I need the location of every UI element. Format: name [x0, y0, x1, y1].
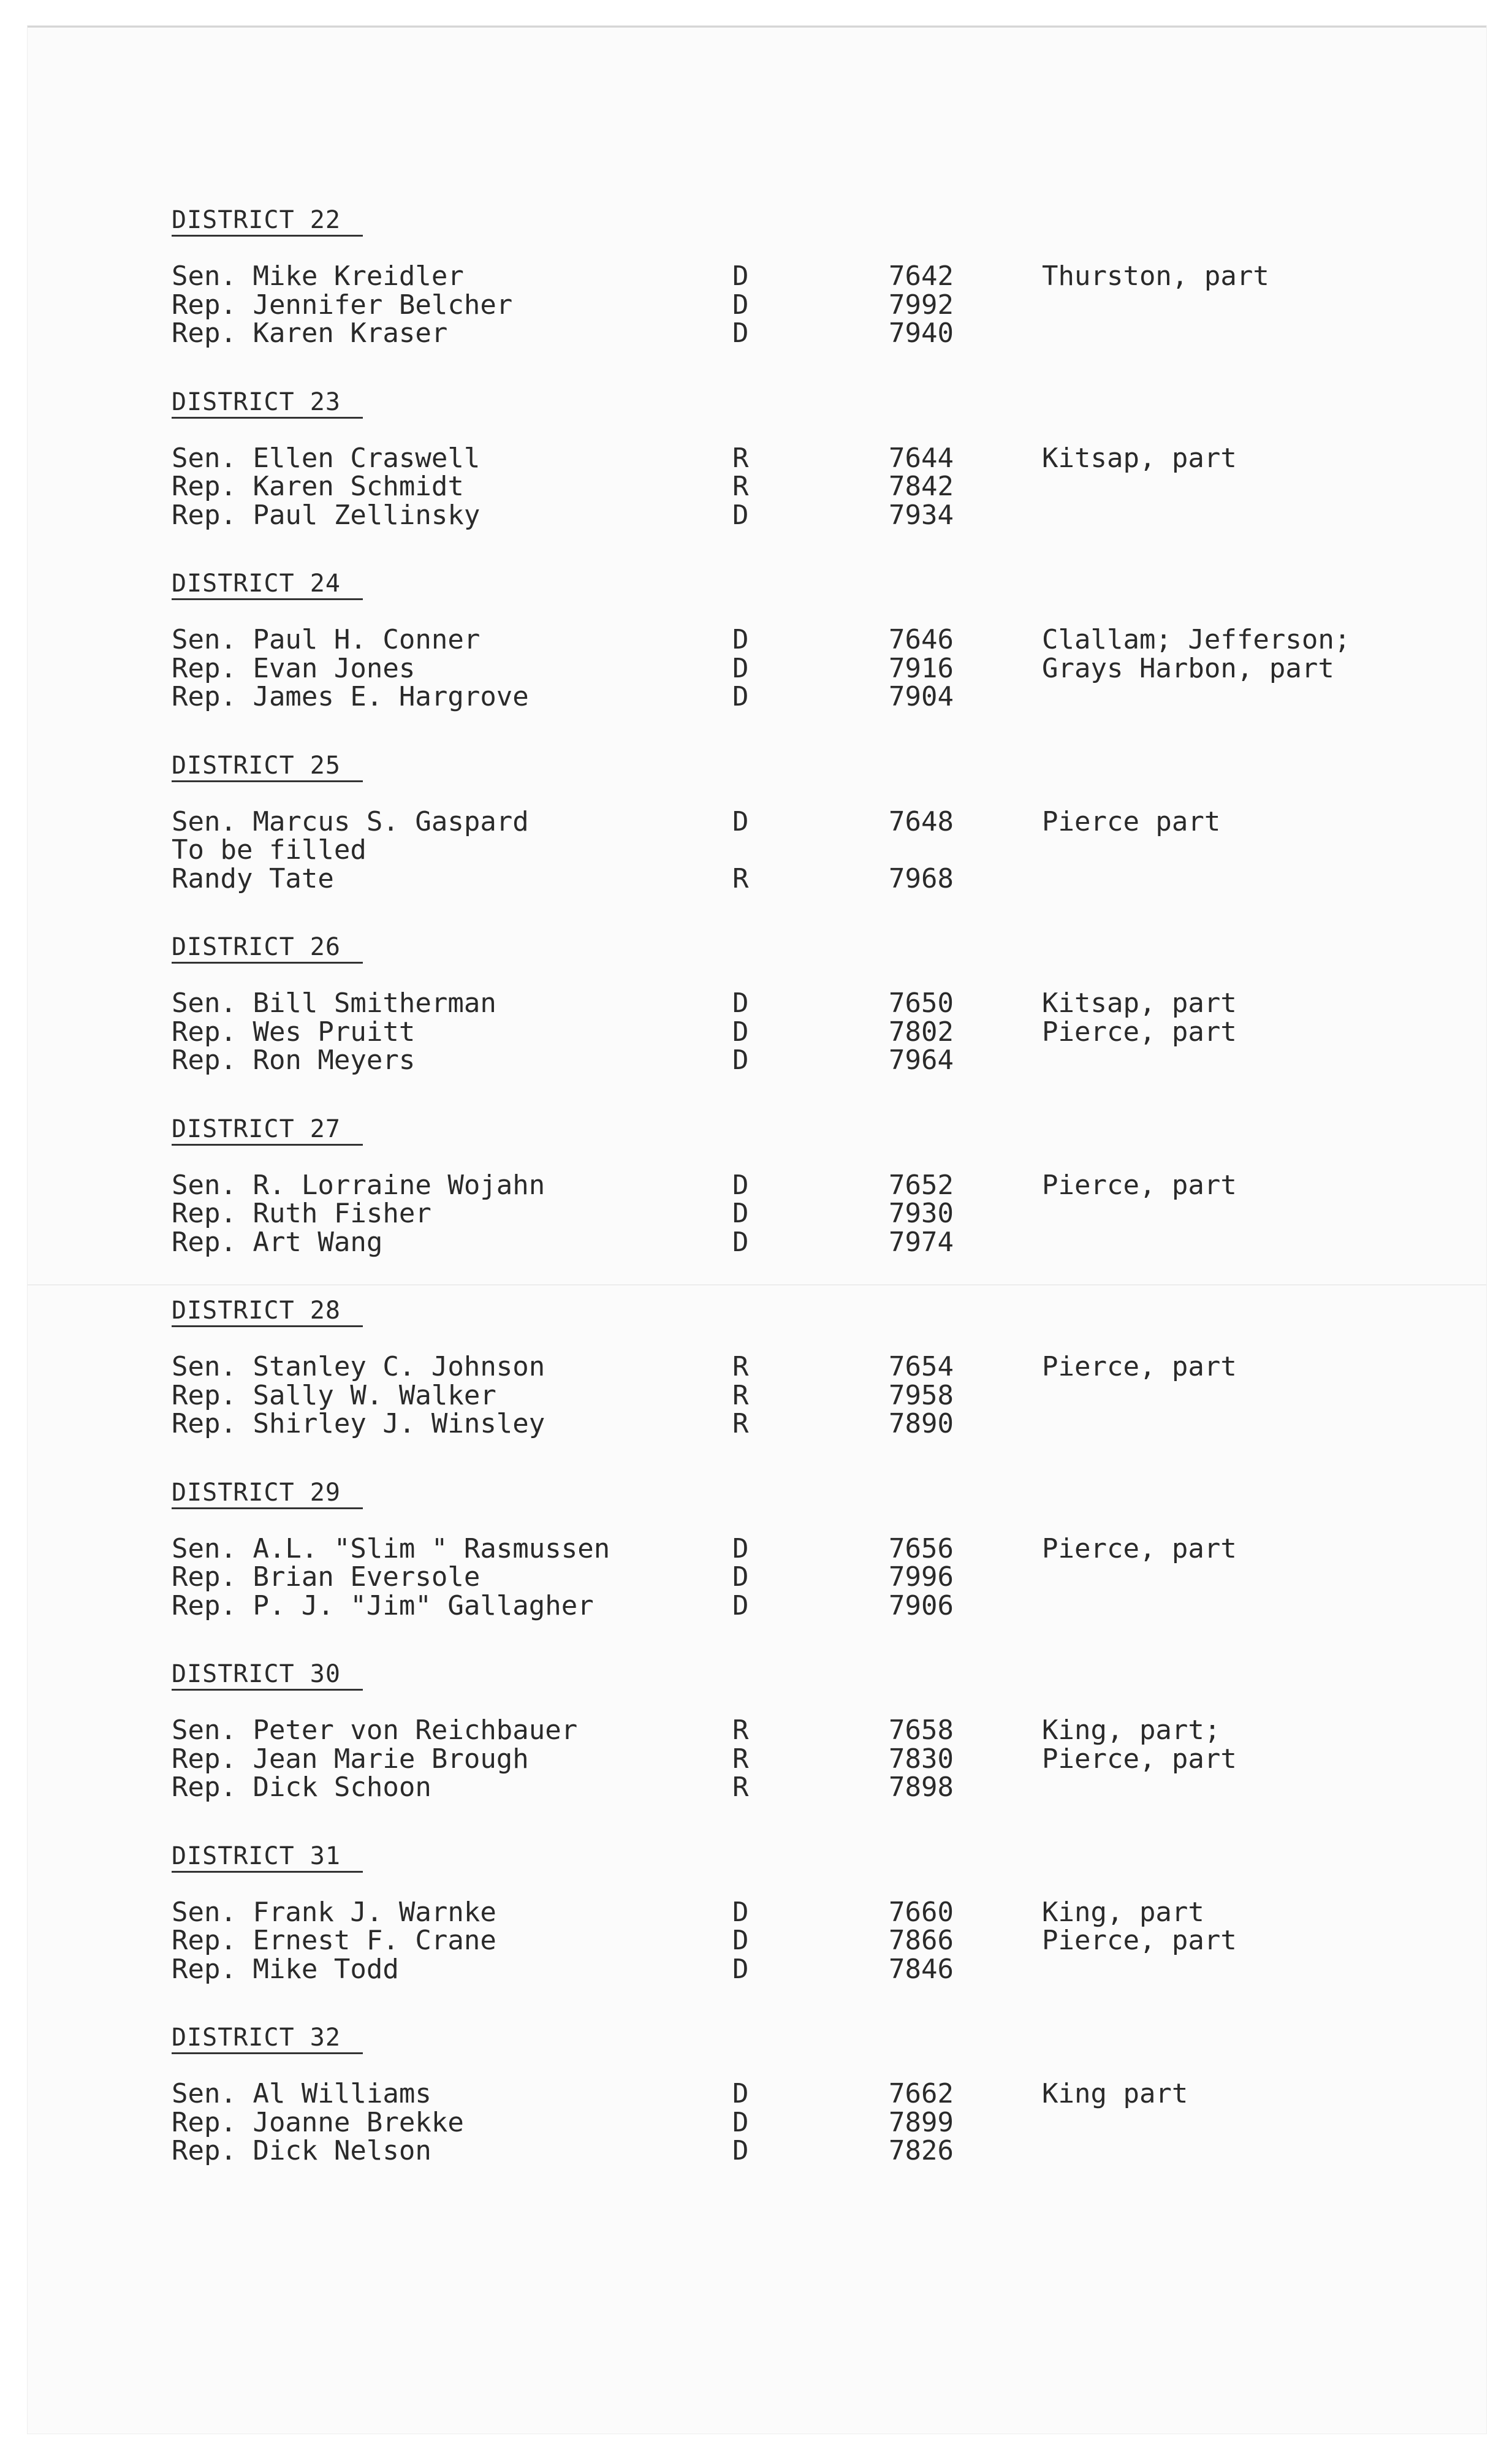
member-name: Rep. Ruth Fisher: [172, 1198, 431, 1229]
member-name: Rep. Jennifer Belcher: [172, 289, 513, 321]
member-row: [172, 1532, 1428, 1564]
member-county: Kitsap, part: [1042, 442, 1237, 474]
member-county: Pierce, part: [1042, 1743, 1237, 1775]
district-heading: DISTRICT 28: [172, 1296, 363, 1327]
member-phone: 7996: [889, 1561, 954, 1593]
member-name: Sen. Al Williams: [172, 2078, 431, 2109]
member-name: To be filled: [172, 834, 367, 866]
member-row: [172, 989, 1428, 1018]
member-county: Pierce, part: [1042, 1169, 1237, 1201]
member-name: Sen. Paul H. Conner: [172, 624, 481, 655]
member-party: D: [732, 652, 749, 684]
district-section: [172, 1296, 1428, 1439]
member-county: [1042, 2137, 1385, 2166]
district-heading: DISTRICT 25: [172, 751, 363, 782]
member-party: D: [732, 2106, 749, 2138]
member-party: D: [732, 1532, 749, 1564]
member-row: [172, 2080, 1428, 2109]
member-county: King, part;: [1042, 1715, 1221, 1746]
member-phone: 7830: [889, 1743, 954, 1775]
member-party: R: [732, 1743, 749, 1775]
district-section: [172, 1841, 1428, 1984]
district-section: [172, 1478, 1428, 1621]
member-county: [1042, 291, 1385, 320]
member-name: Sen. A.L. "Slim " Rasmussen: [172, 1532, 610, 1564]
member-phone: 7890: [889, 1408, 954, 1439]
member-name: Randy Tate: [172, 862, 334, 894]
member-county: King part: [1042, 2078, 1188, 2109]
member-phone: 7662: [889, 2078, 954, 2109]
member-row: [172, 473, 1428, 501]
member-name: Rep. Paul Zellinsky: [172, 499, 481, 531]
member-county: [1042, 1228, 1385, 1257]
member-name: Rep. Brian Eversole: [172, 1561, 481, 1593]
district-section: [172, 932, 1428, 1075]
member-county: [1042, 1200, 1385, 1228]
member-county: [1042, 2109, 1385, 2138]
member-phone: 7802: [889, 1016, 954, 1048]
member-name: Sen. Frank J. Warnke: [172, 1896, 496, 1928]
member-phone: 7646: [889, 624, 954, 655]
member-county: King, part: [1042, 1896, 1204, 1928]
member-row: [172, 2137, 1428, 2166]
member-row: [172, 2106, 1428, 2138]
member-party: R: [732, 1379, 749, 1411]
district-heading: DISTRICT 23: [172, 387, 363, 419]
member-row: [172, 319, 1428, 348]
member-phone: 7916: [889, 652, 954, 684]
member-party: D: [732, 2135, 749, 2166]
district-section: [172, 1114, 1428, 1257]
member-party: R: [732, 471, 749, 502]
member-party: D: [732, 805, 749, 837]
member-row: [172, 1171, 1428, 1200]
member-name: Rep. P. J. "Jim" Gallagher: [172, 1590, 594, 1621]
member-row: [172, 444, 1428, 473]
member-party: R: [732, 1715, 749, 1746]
member-county: [1042, 865, 1385, 894]
district-heading: DISTRICT 29: [172, 1478, 363, 1509]
member-phone: [889, 836, 1042, 865]
member-name: Rep. Wes Pruitt: [172, 1016, 416, 1048]
member-phone: 7866: [889, 1925, 954, 1956]
member-row: [172, 805, 1428, 837]
member-row: [172, 862, 1428, 894]
member-phone: 7934: [889, 499, 954, 531]
member-county: [1042, 1773, 1385, 1802]
district-heading: DISTRICT 22: [172, 205, 363, 237]
member-name: Rep. Sally W. Walker: [172, 1379, 496, 1411]
member-phone: 7930: [889, 1198, 954, 1229]
member-name: Rep. Art Wang: [172, 1226, 383, 1258]
member-name: Sen. Marcus S. Gaspard: [172, 805, 529, 837]
member-name: Rep. Ron Meyers: [172, 1045, 416, 1076]
member-county: Clallam; Jefferson;: [1042, 624, 1351, 655]
member-county: [1042, 836, 1385, 865]
member-row: [172, 1379, 1428, 1411]
member-county: [1042, 1410, 1385, 1439]
member-phone: 7648: [889, 805, 954, 837]
member-name: Rep. Dick Nelson: [172, 2135, 431, 2166]
district-heading: DISTRICT 26: [172, 932, 363, 964]
member-phone: 7650: [889, 988, 954, 1019]
member-party: [732, 836, 889, 865]
district-heading: DISTRICT 30: [172, 1659, 363, 1691]
member-row: [172, 836, 1428, 865]
district-heading: DISTRICT 24: [172, 569, 363, 600]
member-county: Pierce, part: [1042, 1925, 1237, 1956]
member-county: Pierce part: [1042, 805, 1221, 837]
member-name: Rep. Joanne Brekke: [172, 2106, 464, 2138]
member-party: R: [732, 1772, 749, 1803]
member-county: [1042, 473, 1385, 501]
member-name: Rep. James E. Hargrove: [172, 681, 529, 712]
member-name: Rep. Mike Todd: [172, 1953, 399, 1985]
member-phone: 7968: [889, 862, 954, 894]
district-heading: DISTRICT 32: [172, 2023, 363, 2054]
member-phone: 7826: [889, 2135, 954, 2166]
member-county: Kitsap, part: [1042, 988, 1237, 1019]
member-county: [1042, 1382, 1385, 1411]
member-row: [172, 1353, 1428, 1382]
member-name: Rep. Ernest F. Crane: [172, 1925, 496, 1956]
member-party: R: [732, 1351, 749, 1382]
member-phone: 7904: [889, 681, 954, 712]
member-phone: 7964: [889, 1045, 954, 1076]
member-name: Sen. Bill Smitherman: [172, 988, 496, 1019]
member-party: R: [732, 442, 749, 474]
district-section: [172, 1659, 1428, 1802]
district-section: [172, 751, 1428, 894]
member-name: Rep. Shirley J. Winsley: [172, 1408, 545, 1439]
member-row: [172, 262, 1428, 291]
member-party: D: [732, 1226, 749, 1258]
member-phone: 7656: [889, 1532, 954, 1564]
member-row: [172, 1018, 1428, 1047]
member-phone: 7642: [889, 261, 954, 292]
member-phone: 7846: [889, 1953, 954, 1985]
member-row: [172, 1955, 1428, 1984]
member-county: [1042, 319, 1385, 348]
member-county: Pierce, part: [1042, 1351, 1237, 1382]
member-phone: 7958: [889, 1379, 954, 1411]
member-party: D: [732, 1045, 749, 1076]
member-row: [172, 1410, 1428, 1439]
member-party: D: [732, 624, 749, 655]
member-row: [172, 291, 1428, 320]
member-phone: 7899: [889, 2106, 954, 2138]
member-name: Sen. Mike Kreidler: [172, 261, 464, 292]
member-row: [172, 501, 1428, 530]
member-name: Rep. Karen Kraser: [172, 318, 448, 349]
member-phone: 7658: [889, 1715, 954, 1746]
member-name: Sen. Peter von Reichbauer: [172, 1715, 578, 1746]
district-section: [172, 569, 1428, 712]
member-party: D: [732, 499, 749, 531]
member-county: [1042, 1955, 1385, 1984]
member-party: D: [732, 261, 749, 292]
member-row: [172, 1927, 1428, 1955]
member-row: [172, 683, 1428, 712]
member-county: [1042, 683, 1385, 712]
member-phone: 7652: [889, 1169, 954, 1201]
member-party: D: [732, 1896, 749, 1928]
member-party: D: [732, 318, 749, 349]
member-phone: 7654: [889, 1351, 954, 1382]
member-county: [1042, 501, 1385, 530]
member-name: Rep. Dick Schoon: [172, 1772, 431, 1803]
member-party: R: [732, 1408, 749, 1439]
member-row: [172, 1716, 1428, 1745]
member-party: D: [732, 1169, 749, 1201]
member-phone: 7898: [889, 1772, 954, 1803]
member-party: D: [732, 1925, 749, 1956]
member-row: [172, 1228, 1428, 1257]
district-heading: DISTRICT 27: [172, 1114, 363, 1146]
member-party: D: [732, 1561, 749, 1593]
member-county: [1042, 1592, 1385, 1621]
member-party: D: [732, 988, 749, 1019]
member-phone: 7906: [889, 1590, 954, 1621]
member-name: Rep. Karen Schmidt: [172, 471, 464, 502]
member-name: Sen. R. Lorraine Wojahn: [172, 1169, 545, 1201]
district-directory: [172, 205, 1428, 2205]
member-row: [172, 1046, 1428, 1075]
member-county: Thurston, part: [1042, 261, 1269, 292]
member-phone: 7992: [889, 289, 954, 321]
member-phone: 7974: [889, 1226, 954, 1258]
member-county: Pierce, part: [1042, 1532, 1237, 1564]
member-party: D: [732, 681, 749, 712]
district-section: [172, 2023, 1428, 2166]
member-party: D: [732, 1016, 749, 1048]
member-party: D: [732, 1590, 749, 1621]
member-row: [172, 652, 1428, 684]
member-name: Rep. Evan Jones: [172, 652, 416, 684]
member-row: [172, 1898, 1428, 1927]
member-party: D: [732, 1953, 749, 1985]
district-heading: DISTRICT 31: [172, 1841, 363, 1873]
member-name: Sen. Ellen Craswell: [172, 442, 481, 474]
member-name: Sen. Stanley C. Johnson: [172, 1351, 545, 1382]
member-row: [172, 626, 1428, 655]
member-party: D: [732, 1198, 749, 1229]
member-phone: 7842: [889, 471, 954, 502]
district-section: [172, 387, 1428, 530]
member-row: [172, 1200, 1428, 1228]
member-row: [172, 1773, 1428, 1802]
member-row: [172, 1745, 1428, 1774]
district-section: [172, 205, 1428, 348]
member-party: D: [732, 2078, 749, 2109]
member-party: R: [732, 862, 749, 894]
paper-sheet: [28, 26, 1486, 2434]
member-phone: 7660: [889, 1896, 954, 1928]
member-row: [172, 1592, 1428, 1621]
member-party: D: [732, 289, 749, 321]
member-county: [1042, 1046, 1385, 1075]
member-county: Pierce, part: [1042, 1016, 1237, 1048]
member-county: Grays Harbon, part: [1042, 652, 1334, 684]
member-county: [1042, 1563, 1385, 1592]
member-phone: 7644: [889, 442, 954, 474]
member-name: Rep. Jean Marie Brough: [172, 1743, 529, 1775]
member-phone: 7940: [889, 318, 954, 349]
member-row: [172, 1563, 1428, 1592]
